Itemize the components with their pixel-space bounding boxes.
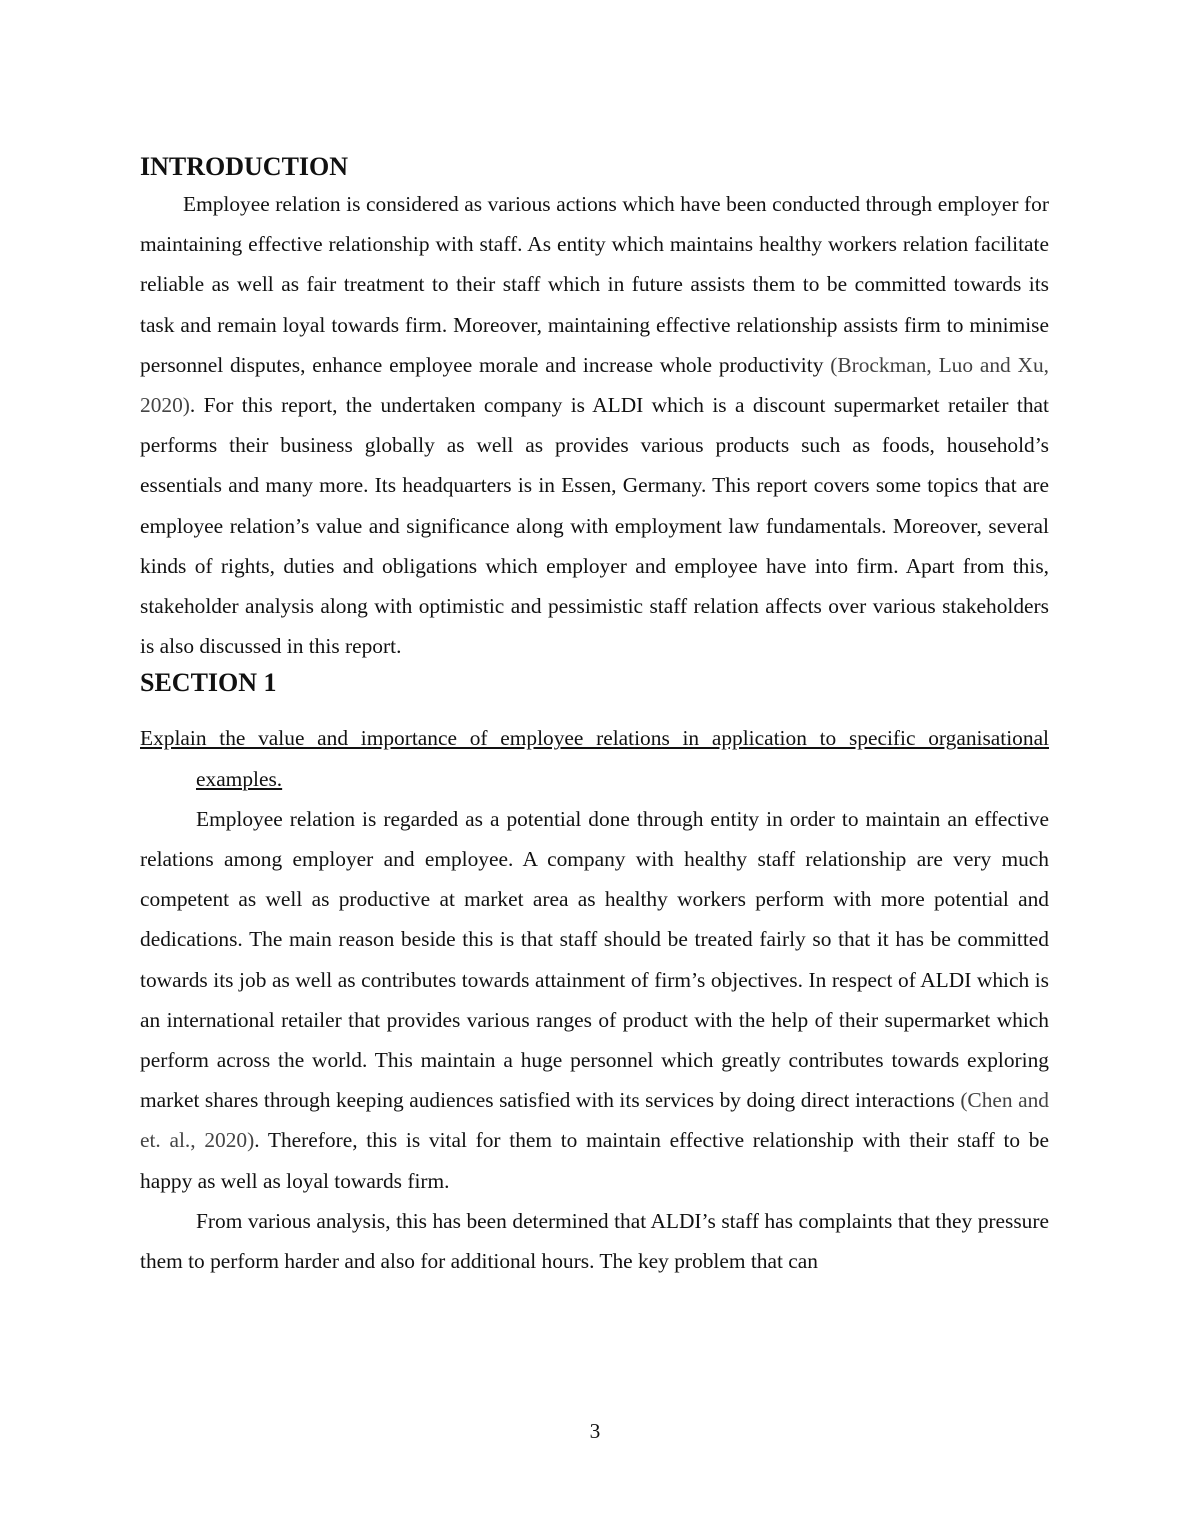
introduction-paragraph (140, 184, 1049, 666)
section-1-paragraph-2: From various analysis, this has been determined that ALDI’s staff has complaints that they pressure them to perform harder and also for additional hours. The key problem that can (140, 1208, 1049, 1274)
introduction-text-2: . For this report, the undertaken company is ALDI which is a discount supermarket retailer that performs their business globally as well as provides various products such as foods, household’s essentials and many more. Its headquarters is in Essen, Germany. This report covers some topics that are employee relation’s value and significance along with employment law fundamentals. Moreover, several kinds of rights, duties and obligations which employer and employee have into firm. Apart from this, stakeholder analysis along with optimistic and pessimistic staff relation affects over various stakeholders is also discussed in this report. (140, 393, 1049, 659)
introduction-heading: INTRODUCTION (140, 152, 349, 181)
page-content (140, 150, 1049, 1281)
section-1-citation: (Chen and et. al., 2020) (140, 1088, 1050, 1153)
section-1-paragraph-1 (140, 799, 1049, 1201)
introduction-citation: (Brockman, Luo and Xu, 2020) (140, 352, 1050, 418)
page-number: 3 (589, 1419, 601, 1443)
section-1-heading: SECTION 1 (140, 668, 277, 698)
introduction-text-1: Employee relation is considered as various actions which have been conducted through employer for maintaining effective relationship with staff. As entity which maintains healthy workers relation facilitate reliable as well as fair treatment to their staff which in future assists them to be committed towards its task and remain loyal towards firm. Moreover, maintaining effective relationship assists firm to minimise personnel disputes, enhance employee morale and increase whole productivity (140, 192, 1049, 377)
section-1-paragraph-1-text-1: Employee relation is regarded as a potential done through entity in order to maintain an effective relations among employer and employee. A company with healthy staff relationship are very much competent as well as productive at market area as healthy workers perform with more potential and dedications. The main reason beside this is that staff should be treated fairly so that it has be committed towards its job as well as contributes towards attainment of firm’s objectives. In respect of ALDI which is an international retailer that provides various ranges of product with the help of their supermarket which perform across the world. This maintain a huge personnel which greatly contributes towards exploring market shares through keeping audiences satisfied with its services by doing direct interactions (140, 806, 1049, 1113)
section-1-paragraph-1-text-2: . Therefore, this is vital for them to maintain effective relationship with their staff to be happy as well as loyal towards firm. (140, 1128, 1049, 1193)
section-1-subheading: Explain the value and importance of employee relations in application to specific organisational examples. (140, 726, 1049, 791)
